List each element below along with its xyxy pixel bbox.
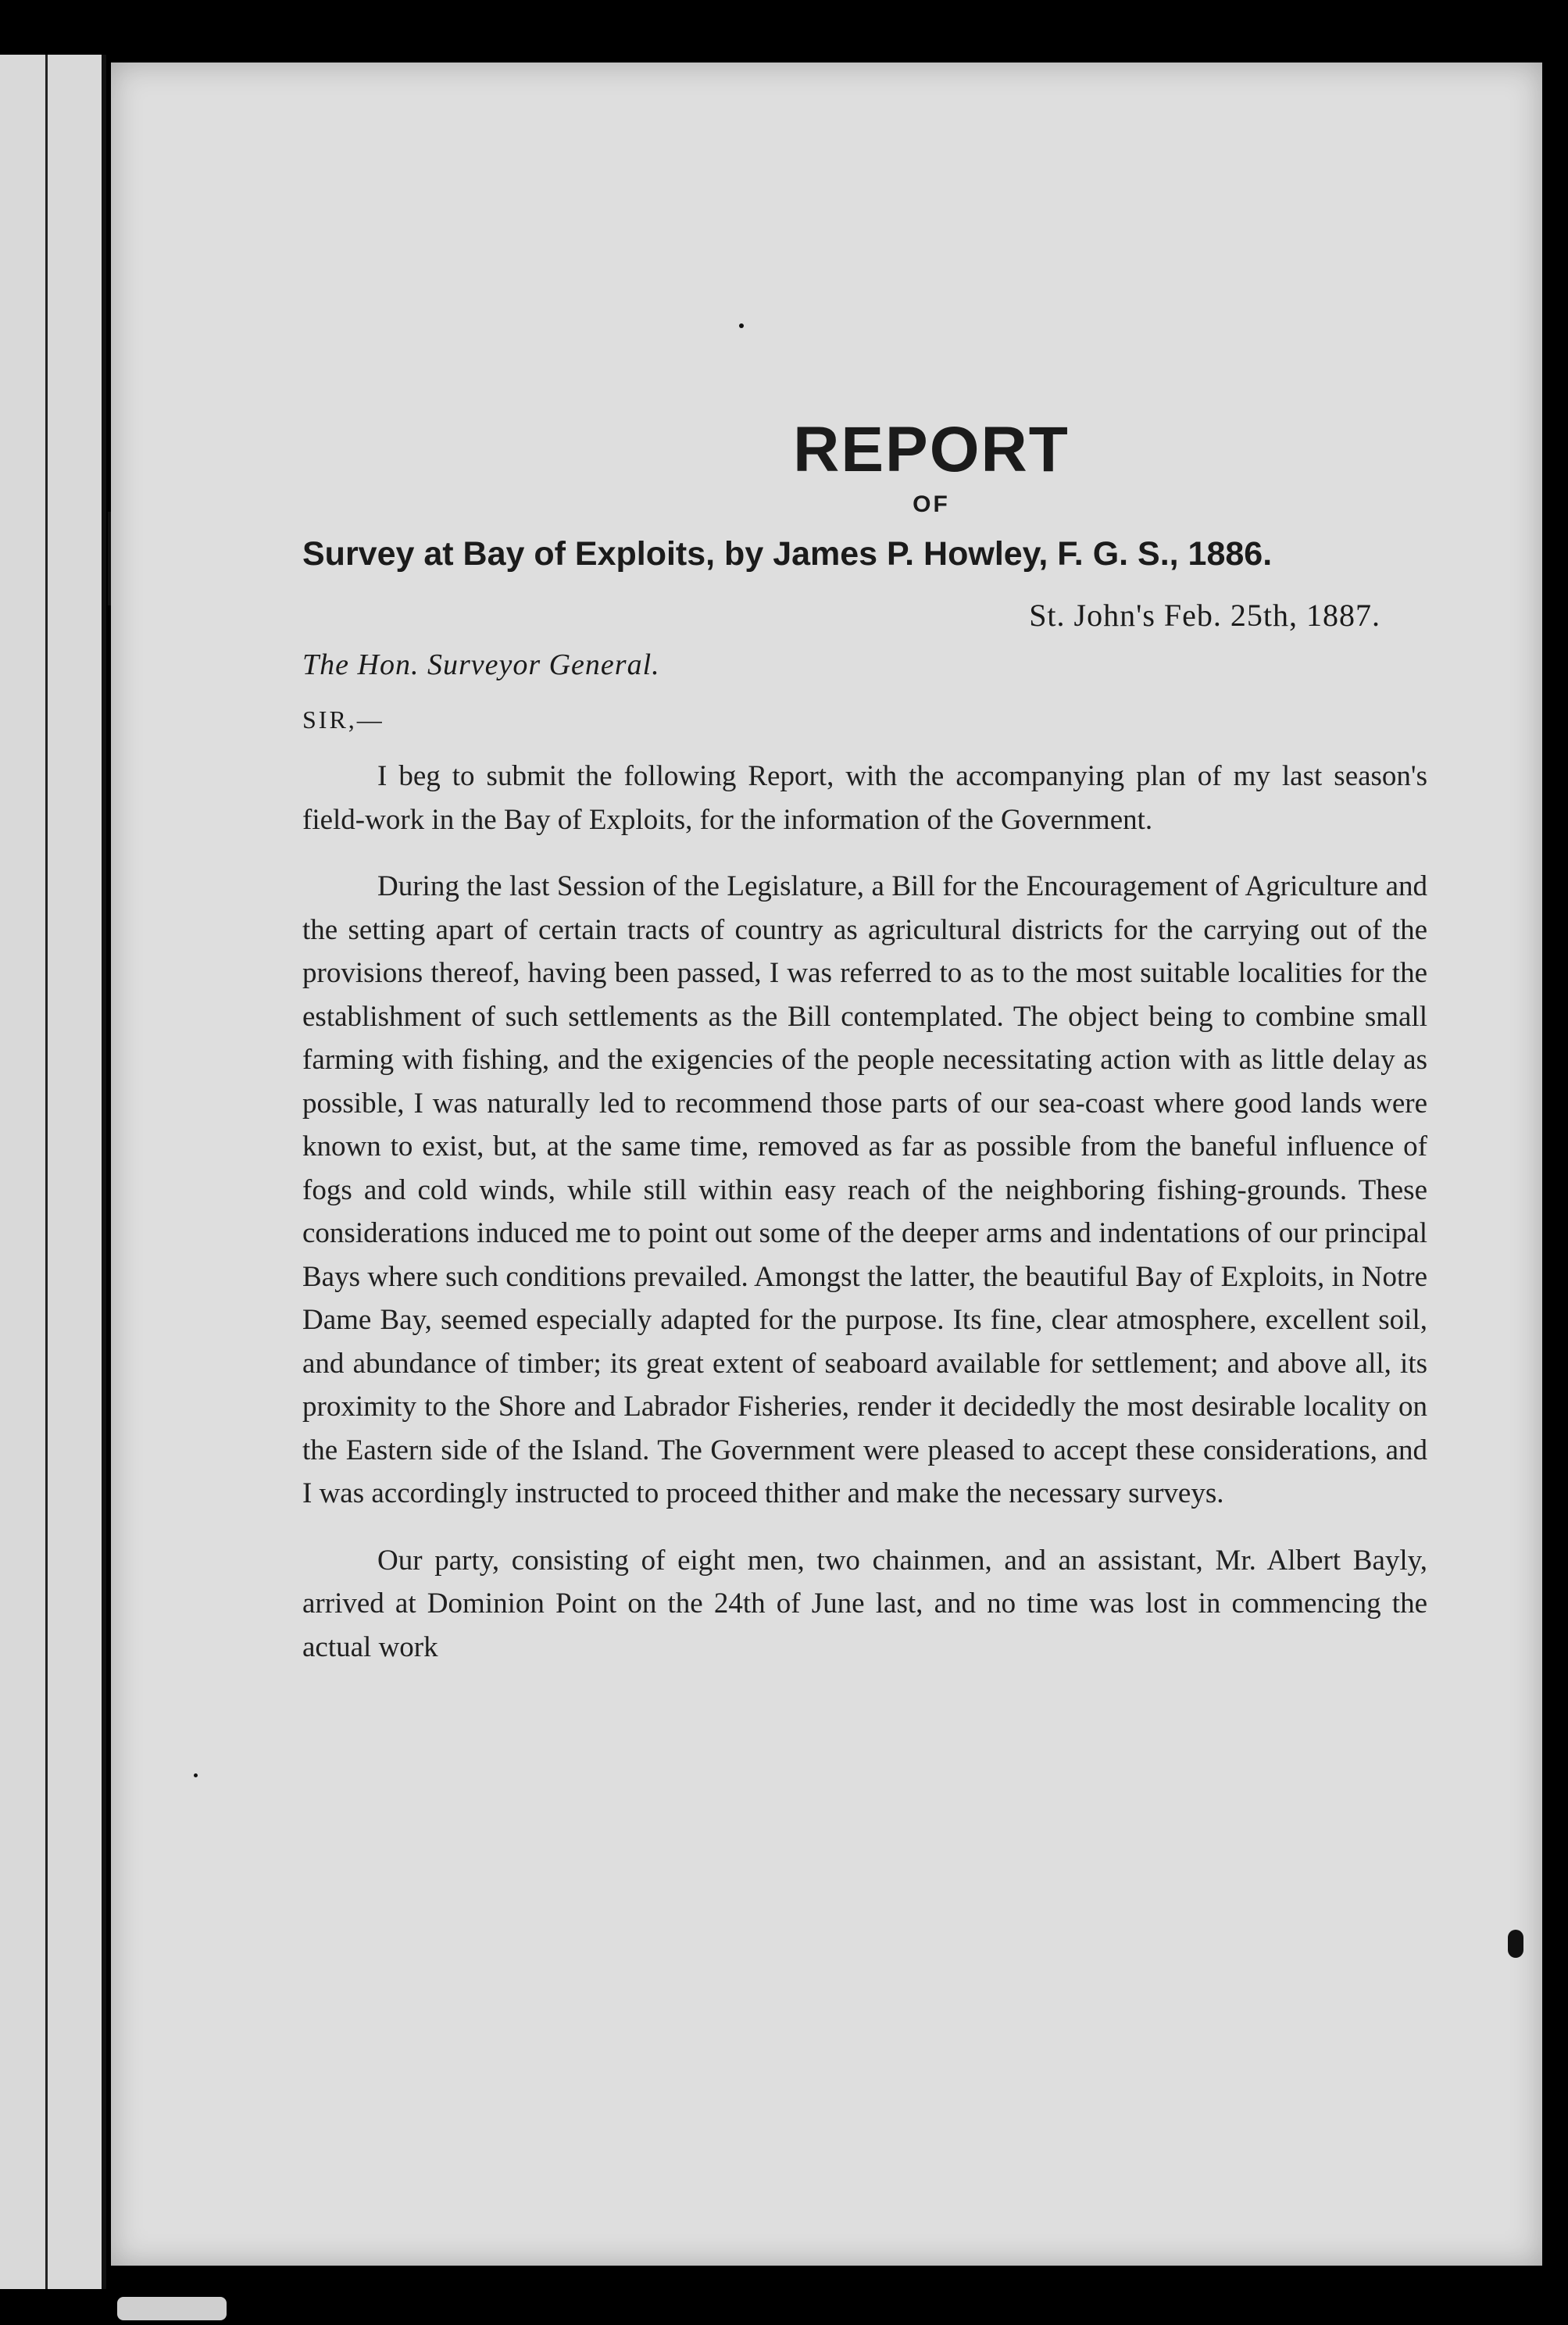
document-body	[302, 414, 1427, 1669]
adjacent-page-edge	[0, 55, 106, 2289]
edge-mark	[1508, 1930, 1523, 1958]
speck-mark	[194, 1773, 198, 1777]
document-page	[111, 62, 1542, 2266]
page-fold-line	[45, 55, 48, 2289]
report-title: REPORT	[793, 414, 1070, 485]
report-subtitle: Survey at Bay of Exploits, by James P. Howley, F. G. S., 1886.	[302, 535, 1273, 573]
body-paragraph: I beg to submit the following Report, with the accompanying plan of my last season's field-work in the Bay of Exploits, for the information of the Government.	[302, 760, 1427, 836]
speck-mark	[739, 323, 744, 328]
corner-mark	[117, 2297, 227, 2320]
report-of-label: OF	[913, 491, 950, 517]
letter-date: St. John's Feb. 25th, 1887.	[1029, 598, 1380, 633]
body-paragraph: During the last Session of the Legislature, a Bill for the Encouragement of Agriculture and the setting apart of certain tracts of country as agricultural districts for the carrying out of the provisions thereof, having been passed, I was referred to as to the most suitable localities for the establishment of such settlements as the Bill contemplated. The object being to combine small farming with fishing, and the exigencies of the people necessitating action with as little delay as possible, I was naturally led to recommend those parts of our sea-coast where good lands were known to exist, but, at the same time, removed as far as possible from the baneful influence of fogs and cold winds, while still within easy reach of the neighboring fishing-grounds. These considerations induced me to point out some of the deeper arms and indentations of our principal Bays where such conditions prevailed. Amongst the latter, the beautiful Bay of Exploits, in Notre Dame Bay, seemed especially adapted for the purpose. Its fine, clear atmosphere, excellent soil, and abundance of timber; its great extent of seaboard available for settlement; and above all, its proximity to the Shore and Labrador Fisheries, render it decidedly the most desirable locality on the Eastern side of the Island. The Government were pleased to accept these considerations, and I was accordingly instructed to proceed thither and make the necessary surveys.	[302, 870, 1427, 1509]
letter-addressee: The Hon. Surveyor General.	[302, 648, 660, 681]
body-paragraph: Our party, consisting of eight men, two chainmen, and an assistant, Mr. Albert Bayly, arrived at Dominion Point on the 24th of June last, and no time was lost in commencing the actual work	[302, 1544, 1427, 1663]
letter-salutation: SIR,—	[302, 705, 384, 734]
